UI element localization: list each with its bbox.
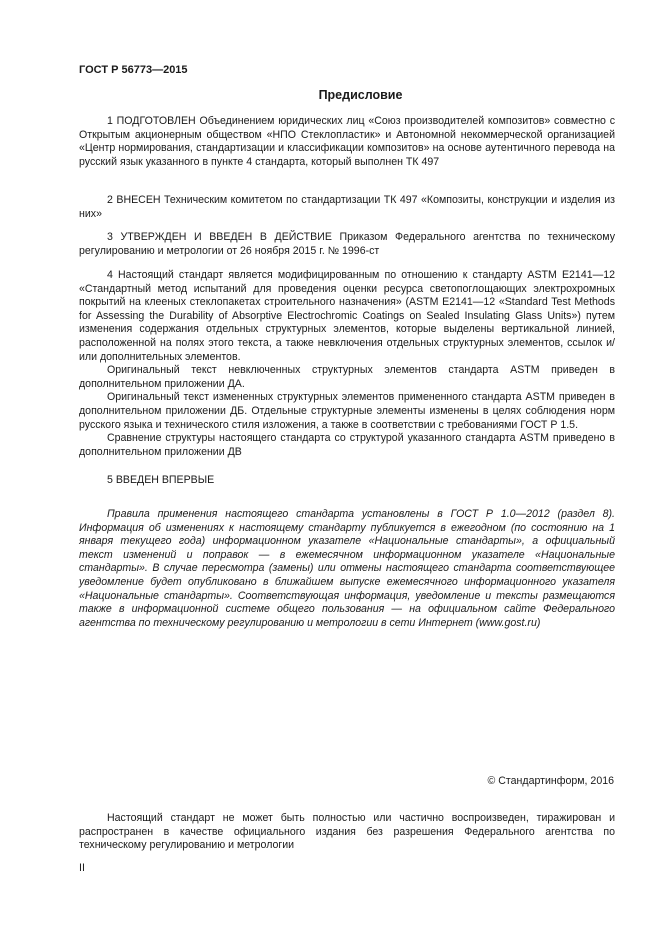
copyright: © Стандартинформ, 2016 [487,775,614,787]
rules-notice-text: Правила применения настоящего стандарта установлены в ГОСТ Р 1.0—2012 (раздел 8). Информация об изменениях к настоящему стандарту публикуется в ежегодном (по состоянию на 1 января текущего года) информационном указателе «Национальные стандарты», а официальный текст изменений и поправок — в ежемесячном информационном указателе «Национальные стандарты». В случае пересмотра (замены) или отмены настоящего стандарта соответствующее уведомление будет опубликовано в ближайшем выпуске ежемесячного информационного указателя «Национальные стандарты». Соответствующая информация, уведомление и тексты размещаются также в информационной системе общего пользования — на официальном сайте Федерального агентства по техническому регулированию и метрологии в сети Интернет (www.gost.ru) [79,508,615,629]
section-title: Предисловие [318,88,403,102]
paragraph-4a-text: 4 Настоящий стандарт является модифицированным по отношению к стандарту ASTM E2141—12 «Стандартный метод испытаний для проведения оценки ресурса светопоглощающих электрохромных покрытий на клееных стеклопакетах строительного назначения» (ASTM E2141—12 «Standard Test Methods for Assessing the Durability of Absorptive Electrochromic Coatings on Sealed Insulating Glass Units») путем изменения содержания отдельных структурных элементов, которые выделены вертикальной линией, расположенной на полях этого текста, а также невключения отдельных структурных элементов, ссылок и/или дополнительных элементов. [79,269,615,363]
paragraph-4d-text: Сравнение структуры настоящего стандарта со структурой указанного стандарта ASTM приведено в дополнительном приложении ДВ [79,432,615,458]
paragraph-3-text: 3 УТВЕРЖДЕН И ВВЕДЕН В ДЕЙСТВИЕ Приказом Федерального агентства по техническому регулированию и метрологии от 26 ноября 2015 г. № 1996-ст [79,231,615,257]
page-number: II [79,862,85,874]
legal-notice-text: Настоящий стандарт не может быть полностью или частично воспроизведен, тиражирован и распространен в качестве официального издания без разрешения Федерального агентства по техническому регулированию и метрологии [79,812,615,852]
paragraph-4c-text: Оригинальный текст измененных структурных элементов примененного стандарта ASTM приведен в дополнительном приложении ДБ. Отдельные структурные элементы изменены в целях соблюдения норм русского языка и технического стиля изложения, а также в соответствии с требованиями ГОСТ Р 1.5. [79,391,615,431]
paragraph-5-text: 5 ВВЕДЕН ВПЕРВЫЕ [107,474,215,486]
paragraph-3 [79,231,615,258]
paragraph-2-text: 2 ВНЕСЕН Техническим комитетом по стандартизации ТК 497 «Композиты, конструкции и изделия из них» [79,194,615,220]
document-code: ГОСТ Р 56773—2015 [79,64,188,76]
rules-notice [79,508,615,630]
paragraph-2 [79,194,615,221]
paragraph-4 [79,269,615,459]
paragraph-5 [79,474,615,488]
legal-notice [79,812,615,853]
paragraph-1 [79,115,615,169]
paragraph-4b-text: Оригинальный текст невключенных структурных элементов стандарта ASTM приведен в дополнительном приложении ДА. [79,364,615,390]
paragraph-1-text: 1 ПОДГОТОВЛЕН Объединением юридических лиц «Союз производителей композитов» совместно с Открытым акционерным обществом «НПО Стеклопластик» и Автономной некоммерческой организацией «Центр нормирования, стандартизации и классификации композитов» на основе аутентичного перевода на русский язык указанного в пункте 4 стандарта, который выполнен ТК 497 [79,115,615,168]
